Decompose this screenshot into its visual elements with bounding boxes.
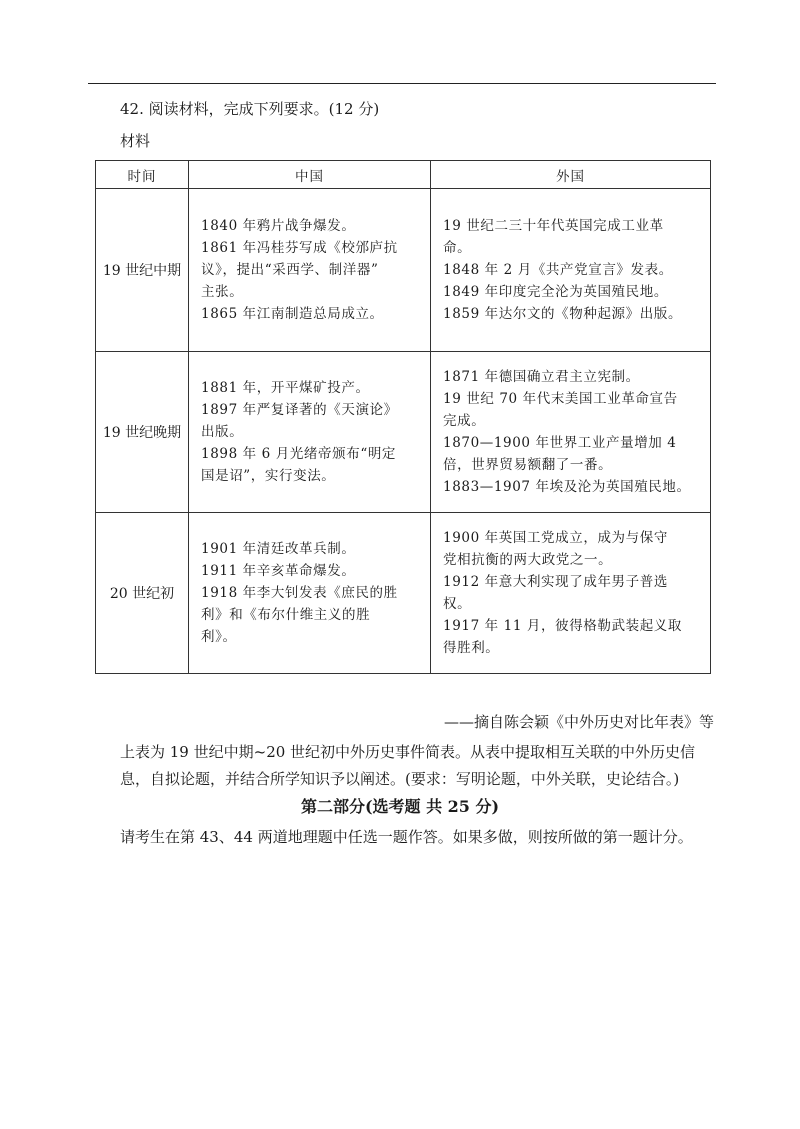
event-line: 1912 年意大利实现了成年男子普选 xyxy=(443,574,668,590)
event-line: 1865 年江南制造总局成立。 xyxy=(201,306,384,322)
period-cell: 19 世纪晚期 xyxy=(96,352,189,513)
event-line: 1918 年李大钊发表《庶民的胜 xyxy=(201,585,398,601)
table-row xyxy=(96,189,711,352)
event-line: 命。 xyxy=(443,240,472,256)
table-row xyxy=(96,513,711,674)
section-instruction: 请考生在第 43、44 两道地理题中任选一题作答。如果多做，则按所做的第一题计分。 xyxy=(120,828,693,846)
event-line: 1849 年印度完全沦为英国殖民地。 xyxy=(443,284,668,300)
event-line: 1900 年英国工党成立，成为与保守 xyxy=(443,530,668,546)
event-line: 利》。 xyxy=(201,629,237,645)
event-line: 主张。 xyxy=(201,284,244,300)
event-line: 利》和《布尔什维主义的胜 xyxy=(201,607,371,623)
event-line: 权。 xyxy=(443,596,472,612)
event-line: 国是诏”，实行变法。 xyxy=(201,468,336,484)
event-line: 得胜利。 xyxy=(443,640,500,656)
event-line: 1917 年 11 月，彼得格勒武装起义取 xyxy=(443,618,683,634)
foreign-events-cell xyxy=(431,352,711,513)
event-line: 1901 年清廷改革兵制。 xyxy=(201,541,356,557)
event-line: 19 世纪二三十年代英国完成工业革 xyxy=(443,218,664,234)
question-prompt: 上表为 19 世纪中期~20 世纪初中外历史事件简表。从表中提取相互关联的中外历史信息，自拟论题，并结合所学知识予以阐述。(要求：写明论题，中外关联，史论结合。) xyxy=(120,743,696,788)
event-line: 倍，世界贸易额翻了一番。 xyxy=(443,457,613,473)
china-events-cell xyxy=(189,513,431,674)
event-line: 1861 年冯桂芬写成《校邠庐抗 xyxy=(201,240,398,256)
history-events-table xyxy=(95,160,711,674)
event-line: 出版。 xyxy=(201,424,244,440)
table-header-row xyxy=(96,161,711,189)
event-line: 1848 年 2 月《共产党宣言》发表。 xyxy=(443,262,673,278)
china-events-cell-list xyxy=(189,538,430,648)
china-events-cell-list xyxy=(189,377,430,487)
header-foreign: 外国 xyxy=(431,161,711,189)
question-title: 42. 阅读材料，完成下列要求。(12 分) xyxy=(120,100,380,118)
event-line: 1859 年达尔文的《物种起源》出版。 xyxy=(443,306,683,322)
event-line: 1840 年鸦片战争爆发。 xyxy=(201,218,356,234)
period-cell: 20 世纪初 xyxy=(96,513,189,674)
foreign-events-cell xyxy=(431,189,711,352)
foreign-events-cell xyxy=(431,513,711,674)
event-line: 19 世纪 70 年代末美国工业革命宣告 xyxy=(443,391,678,407)
period-cell: 19 世纪中期 xyxy=(96,189,189,352)
table-row xyxy=(96,352,711,513)
top-rule xyxy=(88,83,716,84)
event-line: 1870—1900 年世界工业产量增加 4 xyxy=(443,435,677,451)
china-events-cell-list xyxy=(189,215,430,325)
event-line: 完成。 xyxy=(443,413,486,429)
section-heading: 第二部分(选考题 共 25 分) xyxy=(300,797,500,816)
table-body xyxy=(96,189,711,674)
event-line: 1871 年德国确立君主立宪制。 xyxy=(443,369,640,385)
event-line: 议》，提出“采西学、制洋器” xyxy=(201,262,379,278)
foreign-events-cell-list xyxy=(431,527,710,659)
material-label: 材料 xyxy=(120,132,151,150)
header-china: 中国 xyxy=(189,161,431,189)
event-line: 党相抗衡的两大政党之一。 xyxy=(443,552,613,568)
source-citation: ——摘自陈会颖《中外历史对比年表》等 xyxy=(443,713,714,731)
foreign-events-cell-list xyxy=(431,366,710,498)
event-line: 1897 年严复译著的《天演论》 xyxy=(201,402,398,418)
event-line: 1883—1907 年埃及沦为英国殖民地。 xyxy=(443,479,691,495)
header-time: 时间 xyxy=(96,161,189,189)
event-line: 1898 年 6 月光绪帝颁布“明定 xyxy=(201,446,397,462)
china-events-cell xyxy=(189,352,431,513)
foreign-events-cell-list xyxy=(431,215,710,325)
china-events-cell xyxy=(189,189,431,352)
event-line: 1881 年，开平煤矿投产。 xyxy=(201,380,370,396)
event-line: 1911 年辛亥革命爆发。 xyxy=(201,563,356,579)
